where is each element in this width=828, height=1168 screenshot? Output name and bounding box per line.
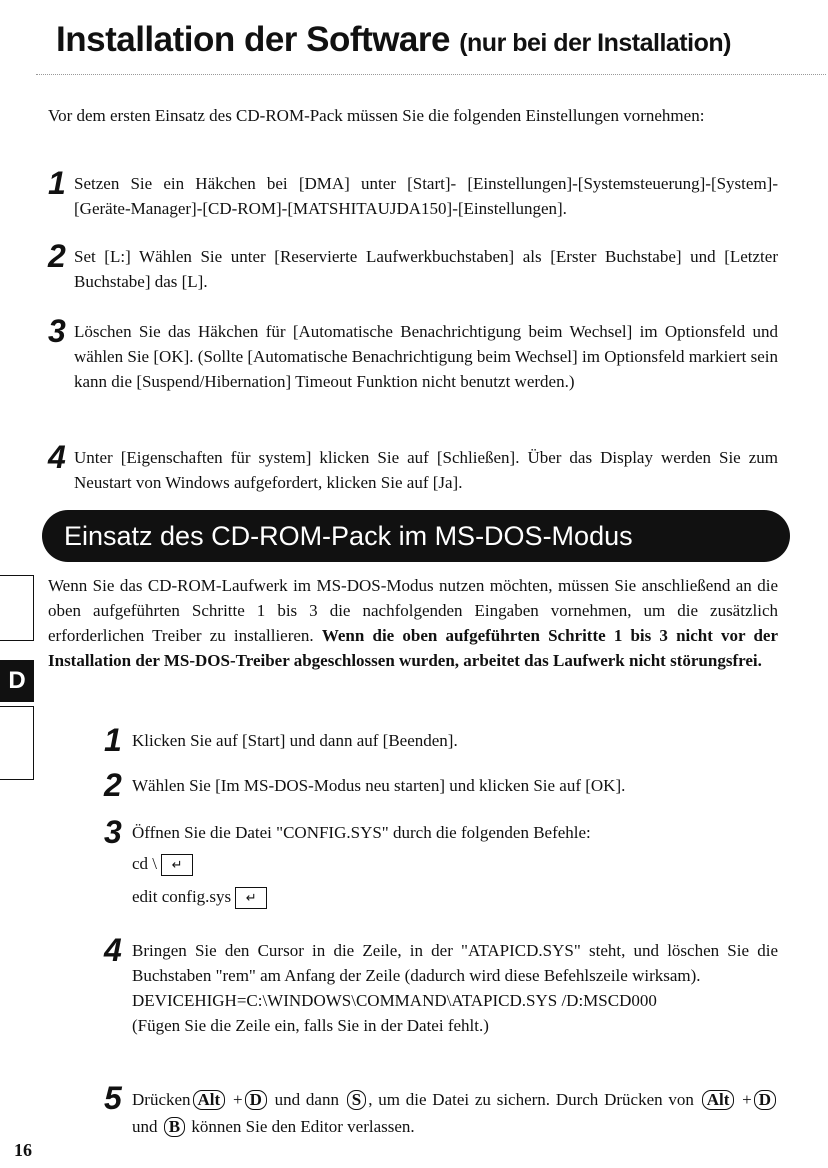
enter-key-icon: ↵ — [161, 854, 193, 876]
step-text: Set [L:] Wählen Sie unter [Reservierte Laufwerkbuchstaben] als [Erster Buchstabe] und [Letzter Buchstabe] das [L]. — [74, 247, 778, 291]
step-text: , um die Datei zu sichern. Durch Drücken von — [368, 1090, 694, 1109]
dos-step-3 — [48, 814, 778, 909]
dos-step-2 — [48, 767, 778, 803]
b-key: B — [164, 1117, 185, 1137]
alt-key: Alt — [702, 1090, 735, 1110]
side-tab-box — [0, 706, 34, 780]
step-number: 3 — [48, 313, 66, 349]
step-text: Löschen Sie das Häkchen für [Automatische Benachrichtigung beim Wechsel] im Optionsfeld und wählen Sie [OK]. (Sollte [Automatische Benachrichtigung beim Wechsel] im Optionsfeld markiert sein kann die [Suspend/Hibernation] Timeout Funktion nicht benutzt werden.) — [74, 322, 778, 391]
step-number: 3 — [104, 814, 122, 850]
step-number: 4 — [48, 439, 66, 475]
install-step-3 — [48, 313, 778, 394]
step-text: und dann — [274, 1090, 339, 1109]
step-text: und — [132, 1117, 158, 1136]
alt-key: Alt — [193, 1090, 226, 1110]
paragraph-warning: Wenn die oben aufgeführten Schritte 1 bis 3 nicht vor der Installation der MS-DOS-Treiber abgeschlossen wurden, arbeitet das Laufwerk nicht störungsfrei. — [48, 626, 778, 670]
step-number: 2 — [104, 767, 122, 803]
install-step-1 — [48, 165, 778, 221]
title-sub: (nur bei der Installation) — [459, 29, 731, 57]
intro-text: Vor dem ersten Einsatz des CD-ROM-Pack müssen Sie die folgenden Einstellungen vornehmen: — [48, 106, 705, 125]
section-banner: Einsatz des CD-ROM-Pack im MS-DOS-Modus — [42, 510, 790, 562]
config-line: DEVICEHIGH=C:\WINDOWS\COMMAND\ATAPICD.SYS /D:MSCD000 — [132, 991, 657, 1010]
dos-step-5 — [48, 1080, 778, 1140]
page-title — [56, 18, 731, 65]
plus: + — [742, 1090, 752, 1109]
command-cd: cd \ — [132, 854, 158, 873]
step-text: können Sie den Editor verlassen. — [191, 1117, 415, 1136]
enter-key-icon: ↵ — [235, 887, 267, 909]
install-step-2 — [48, 238, 778, 294]
install-step-4 — [48, 439, 778, 495]
page-number: 16 — [14, 1140, 32, 1160]
d-key: D — [245, 1090, 267, 1110]
side-tab-d: D — [0, 660, 34, 702]
step-text: Bringen Sie den Cursor in die Zeile, in der "ATAPICD.SYS" steht, und löschen Sie die Buchstaben "rem" am Anfang der Zeile (dadurch wird diese Befehlszeile wirksam). — [132, 941, 778, 985]
title-main: Installation der Software — [56, 20, 450, 59]
step-text: Drücken — [132, 1090, 191, 1109]
step-text: Klicken Sie auf [Start] und dann auf [Beenden]. — [132, 731, 458, 750]
step-text: Öffnen Sie die Datei "CONFIG.SYS" durch die folgenden Befehle: — [132, 823, 591, 842]
divider — [36, 74, 826, 75]
step-text: Unter [Eigenschaften für system] klicken Sie auf [Schließen]. Über das Display werden Sie zum Neustart von Windows aufgefordert, klicken Sie auf [Ja]. — [74, 448, 778, 492]
s-key: S — [347, 1090, 366, 1110]
command-edit: edit config.sys — [132, 887, 232, 907]
step-text: Wählen Sie [Im MS-DOS-Modus neu starten] und klicken Sie auf [OK]. — [132, 776, 626, 795]
plus: + — [232, 1090, 243, 1109]
dos-step-1 — [48, 722, 778, 758]
step-number: 1 — [48, 165, 66, 201]
step-number: 4 — [104, 932, 122, 968]
step-number: 1 — [104, 722, 122, 758]
d-key: D — [754, 1090, 776, 1110]
dos-step-4 — [48, 932, 778, 1038]
step-number: 2 — [48, 238, 66, 274]
step-note: (Fügen Sie die Zeile ein, falls Sie in der Datei fehlt.) — [132, 1016, 489, 1035]
side-tab-box — [0, 575, 34, 641]
step-number: 5 — [104, 1080, 122, 1116]
step-text: Setzen Sie ein Häkchen bei [DMA] unter [Start]- [Einstellungen]-[Systemsteuerung]-[System]-[Geräte-Manager]-[CD-ROM]-[MATSHITAUJDA150]-[Einstellungen]. — [74, 174, 778, 218]
paragraph-text: Wenn Sie das CD-ROM-Laufwerk im MS-DOS-Modus nutzen möchten, müssen Sie anschließend an die oben aufgeführten Schritte 1 bis 3 die nachfolgenden Eingaben vornehmen, um die zusätzlich erforderlichen Treiber zu installieren. — [48, 576, 778, 645]
section-paragraph — [48, 573, 778, 673]
